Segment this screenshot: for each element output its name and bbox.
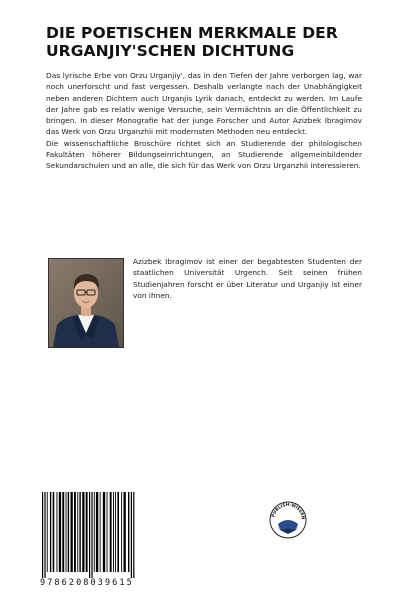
publisher-logo — [268, 500, 308, 540]
author-photo — [48, 258, 124, 348]
description-paragraph-1: Das lyrische Erbe von Orzu Urganjiy', das in den Tiefen der Jahre verborgen lag, war noch unerforscht und fast vergessen. Deshalb verlangte nach der Unabhängigkeit neben anderen Dichtern auch Urganjis Lyrik danach, entdeckt zu werden. Im Laufe der Jahre gab es relativ wenige Versuche, sein Vermächtnis an die Öffentlichkeit zu bringen. In dieser Monografie hat der junge Forscher und Autor Azizbek Ibragimov das Werk von Orzu Urganzhii mit modernsten Methoden neu entdeckt. — [46, 71, 362, 137]
isbn-barcode — [36, 492, 188, 580]
isbn-number: 9786208039615 — [40, 578, 134, 588]
book-title — [46, 24, 366, 60]
book-title-line-2: URGANJIY'SCHEN DICHTUNG — [46, 42, 295, 60]
author-portrait-image — [49, 259, 123, 347]
description — [46, 70, 362, 172]
description-paragraph-2: Die wissenschaftliche Broschüre richtet sich an Studierende der philologischen Fakultäten höherer Bildungseinrichtungen, an Studierende allgemeinbildender Sekundarschulen und an alle, die sich für das Werk von Orzu Urganzhii interessieren. — [46, 138, 362, 171]
publisher-logo-text: PUBLISH-WISSEN — [270, 501, 307, 520]
author-bio: Azizbek Ibragimov ist einer der begabtesten Studenten der staatlichen Universität Urgench. Seit seinen frühen Studienjahren forscht er über Literatur und Urganjiy ist einer von ihnen. — [133, 257, 362, 300]
book-title-line-1: DIE POETISCHEN MERKMALE DER — [46, 24, 338, 42]
